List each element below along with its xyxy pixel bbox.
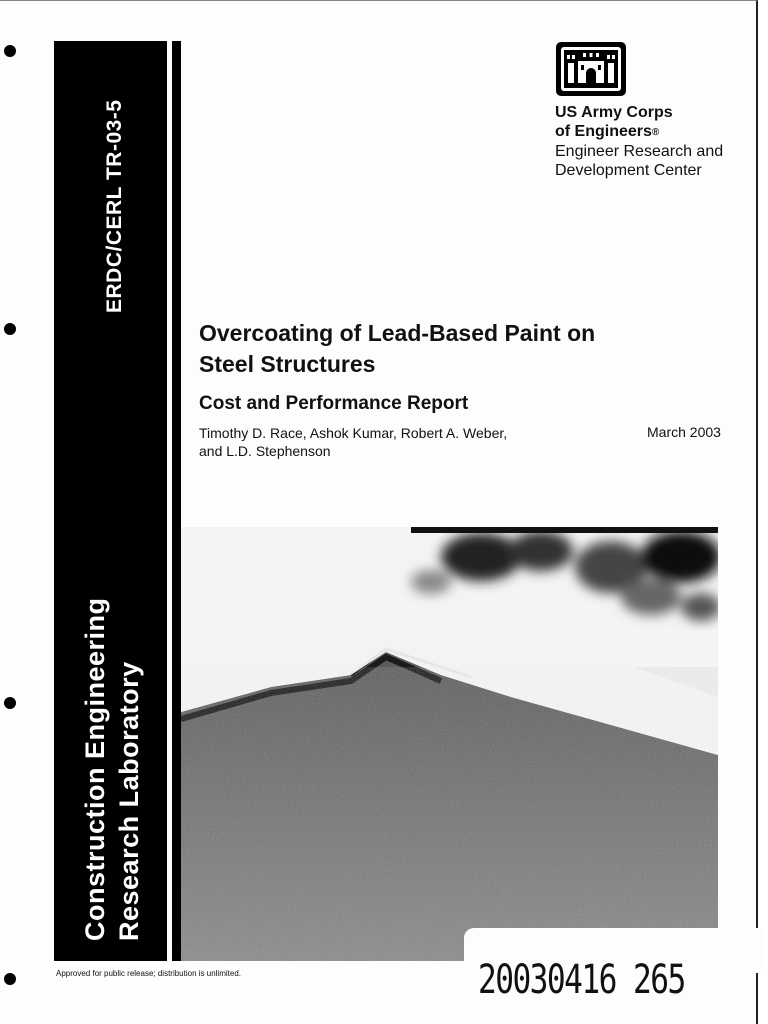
agency-name-line1: US Army Corps — [555, 104, 673, 121]
agency-name-line2: of Engineers® — [555, 123, 660, 140]
cover-photo — [181, 527, 718, 961]
authors-line1: Timothy D. Race, Ashok Kumar, Robert A. Weber, — [199, 425, 508, 441]
author-list — [199, 424, 507, 460]
authors-line2: and L.D. Stephenson — [199, 443, 331, 459]
report-number: ERDC/CERL TR-03-5 — [103, 99, 126, 313]
castle-icon — [555, 41, 627, 97]
agency-block — [555, 103, 723, 180]
registered-mark: ® — [651, 127, 660, 138]
punch-hole — [4, 697, 16, 709]
title-line2: Steel Structures — [199, 351, 376, 377]
sidebar-stripe — [172, 41, 181, 961]
lab-name-line1: Construction Engineering — [80, 597, 110, 941]
release-statement: Approved for public release; distribution is unlimited. — [56, 969, 241, 978]
punch-hole — [4, 973, 16, 985]
publication-date: March 2003 — [647, 424, 721, 440]
punch-hole — [4, 45, 16, 57]
title-line1: Overcoating of Lead-Based Paint on — [199, 320, 596, 346]
report-title — [199, 318, 679, 380]
agency-division-line1: Engineer Research and — [555, 143, 724, 160]
report-subtitle: Cost and Performance Report — [199, 393, 469, 414]
lab-name-line2: Research Laboratory — [114, 661, 144, 941]
agency-division-line2: Development Center — [555, 162, 702, 179]
punch-hole — [4, 323, 16, 335]
document-number: 20030416 265 — [478, 957, 685, 1003]
